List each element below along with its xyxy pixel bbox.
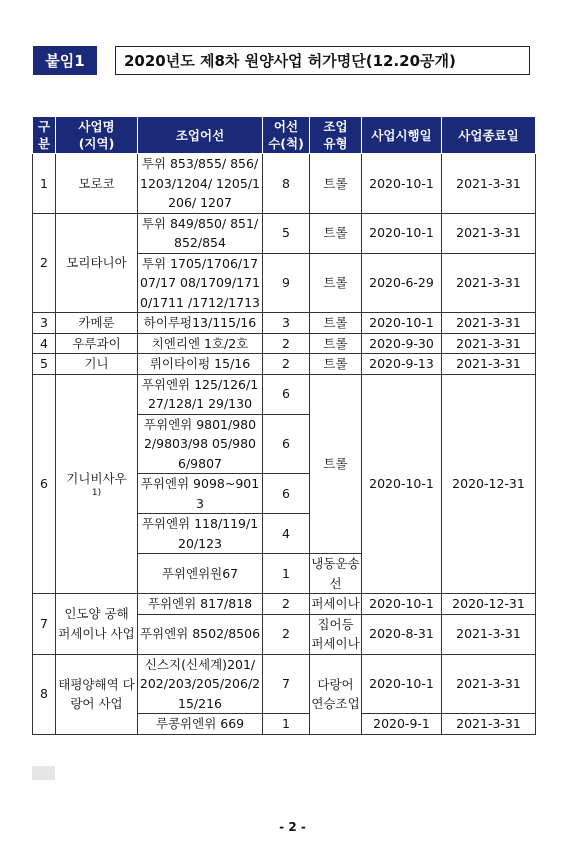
cell-vessel: 투위 849/850/ 851/852/854 bbox=[138, 213, 263, 253]
cell-business: 기니 bbox=[56, 354, 138, 375]
cell-method: 트롤 bbox=[310, 354, 362, 375]
cell-method: 트롤 bbox=[310, 374, 362, 554]
table-row bbox=[33, 213, 536, 253]
cell-no: 8 bbox=[33, 654, 56, 734]
cell-start: 2020-9-13 bbox=[362, 354, 442, 375]
col-header-no: 구 분 bbox=[33, 117, 56, 154]
cell-business: 태평양해역 다랑어 사업 bbox=[56, 654, 138, 734]
table-row bbox=[33, 333, 536, 354]
col-header-start: 사업시행일 bbox=[362, 117, 442, 154]
table-row bbox=[33, 654, 536, 714]
table-row bbox=[33, 374, 536, 414]
cell-business: 카메룬 bbox=[56, 313, 138, 334]
cell-end: 2021-3-31 bbox=[442, 714, 536, 735]
cell-end: 2021-3-31 bbox=[442, 313, 536, 334]
cell-method: 트롤 bbox=[310, 154, 362, 214]
col-header-business: 사업명 (지역) bbox=[56, 117, 138, 154]
cell-start: 2020-10-1 bbox=[362, 594, 442, 615]
cell-method: 다랑어 연승조업 bbox=[310, 654, 362, 734]
cell-no: 1 bbox=[33, 154, 56, 214]
cell-count: 3 bbox=[263, 313, 310, 334]
cell-vessel: 하이루펑13/115/16 bbox=[138, 313, 263, 334]
cell-end: 2021-3-31 bbox=[442, 253, 536, 313]
business-name: 기니비사우 bbox=[66, 470, 127, 486]
cell-end: 2021-3-31 bbox=[442, 213, 536, 253]
cell-vessel: 투위 1705/1706/1707/17 08/1709/1710/1711 /1712/1713 bbox=[138, 253, 263, 313]
footnote-marker: 1) bbox=[91, 488, 102, 498]
col-header-method: 조업 유형 bbox=[310, 117, 362, 154]
cell-vessel: 푸위엔위 9801/9802/9803/98 05/9806/9807 bbox=[138, 414, 263, 474]
cell-start: 2020-10-1 bbox=[362, 374, 442, 594]
cell-vessel: 푸위엔위원67 bbox=[138, 554, 263, 594]
cell-end: 2021-3-31 bbox=[442, 614, 536, 654]
cell-end: 2021-3-31 bbox=[442, 154, 536, 214]
cell-vessel: 투위 853/855/ 856/ 1203/1204/ 1205/1206/ 1207 bbox=[138, 154, 263, 214]
cell-vessel: 푸위엔위 118/119/120/123 bbox=[138, 514, 263, 554]
cell-no: 7 bbox=[33, 594, 56, 655]
cell-start: 2020-8-31 bbox=[362, 614, 442, 654]
cell-vessel: 푸위엔위 9098~9013 bbox=[138, 474, 263, 514]
cell-business: 모로코 bbox=[56, 154, 138, 214]
col-header-end: 사업종료일 bbox=[442, 117, 536, 154]
cell-count: 5 bbox=[263, 213, 310, 253]
cell-vessel: 루콩위엔위 669 bbox=[138, 714, 263, 735]
cell-no: 5 bbox=[33, 354, 56, 375]
cell-count: 1 bbox=[263, 554, 310, 594]
table-row bbox=[33, 354, 536, 375]
cell-no: 3 bbox=[33, 313, 56, 334]
cell-business: 인도양 공해 퍼세이나 사업 bbox=[56, 594, 138, 655]
cell-vessel: 푸위엔위 125/126/127/128/1 29/130 bbox=[138, 374, 263, 414]
cell-method: 퍼세이나 bbox=[310, 594, 362, 615]
cell-business: 우루과이 bbox=[56, 333, 138, 354]
cell-vessel: 치엔리엔 1호/2호 bbox=[138, 333, 263, 354]
cell-no: 2 bbox=[33, 213, 56, 313]
cell-no: 6 bbox=[33, 374, 56, 594]
table-row bbox=[33, 154, 536, 214]
cell-vessel: 신스지(신세계)201/ 202/203/205/206/2 15/216 bbox=[138, 654, 263, 714]
cell-start: 2020-10-1 bbox=[362, 213, 442, 253]
cell-business: 모리타니아 bbox=[56, 213, 138, 313]
col-header-vessel: 조업어선 bbox=[138, 117, 263, 154]
cell-start: 2020-9-30 bbox=[362, 333, 442, 354]
permit-table bbox=[32, 116, 536, 735]
page-number: - 2 - bbox=[279, 820, 306, 834]
cell-start: 2020-10-1 bbox=[362, 654, 442, 714]
cell-count: 9 bbox=[263, 253, 310, 313]
cell-count: 1 bbox=[263, 714, 310, 735]
col-header-count: 어선 수(척) bbox=[263, 117, 310, 154]
cell-method: 집어등 퍼세이나 bbox=[310, 614, 362, 654]
table-left-strip bbox=[32, 766, 55, 780]
cell-end: 2021-3-31 bbox=[442, 654, 536, 714]
cell-no: 4 bbox=[33, 333, 56, 354]
cell-start: 2020-6-29 bbox=[362, 253, 442, 313]
cell-end: 2021-3-31 bbox=[442, 333, 536, 354]
cell-method: 냉동운송선 bbox=[310, 554, 362, 594]
cell-start: 2020-10-1 bbox=[362, 313, 442, 334]
table-header-row bbox=[33, 117, 536, 154]
cell-count: 6 bbox=[263, 374, 310, 414]
cell-vessel: 푸위엔위 817/818 bbox=[138, 594, 263, 615]
cell-count: 6 bbox=[263, 414, 310, 474]
cell-start: 2020-9-1 bbox=[362, 714, 442, 735]
cell-business bbox=[56, 374, 138, 594]
cell-method: 트롤 bbox=[310, 213, 362, 253]
cell-end: 2020-12-31 bbox=[442, 594, 536, 615]
cell-vessel: 뤼이타이펑 15/16 bbox=[138, 354, 263, 375]
table-row bbox=[33, 594, 536, 615]
cell-vessel: 푸위엔위 8502/8506 bbox=[138, 614, 263, 654]
cell-count: 2 bbox=[263, 333, 310, 354]
cell-method: 트롤 bbox=[310, 333, 362, 354]
cell-count: 8 bbox=[263, 154, 310, 214]
cell-method: 트롤 bbox=[310, 313, 362, 334]
table-row bbox=[33, 313, 536, 334]
page-title: 2020년도 제8차 원양사업 허가명단(12.20공개) bbox=[115, 46, 530, 75]
cell-count: 2 bbox=[263, 354, 310, 375]
cell-count: 4 bbox=[263, 514, 310, 554]
cell-count: 2 bbox=[263, 594, 310, 615]
cell-count: 6 bbox=[263, 474, 310, 514]
cell-count: 7 bbox=[263, 654, 310, 714]
cell-end: 2020-12-31 bbox=[442, 374, 536, 594]
cell-method: 트롤 bbox=[310, 253, 362, 313]
appendix-badge: 붙임1 bbox=[33, 46, 97, 75]
cell-start: 2020-10-1 bbox=[362, 154, 442, 214]
cell-end: 2021-3-31 bbox=[442, 354, 536, 375]
cell-count: 2 bbox=[263, 614, 310, 654]
